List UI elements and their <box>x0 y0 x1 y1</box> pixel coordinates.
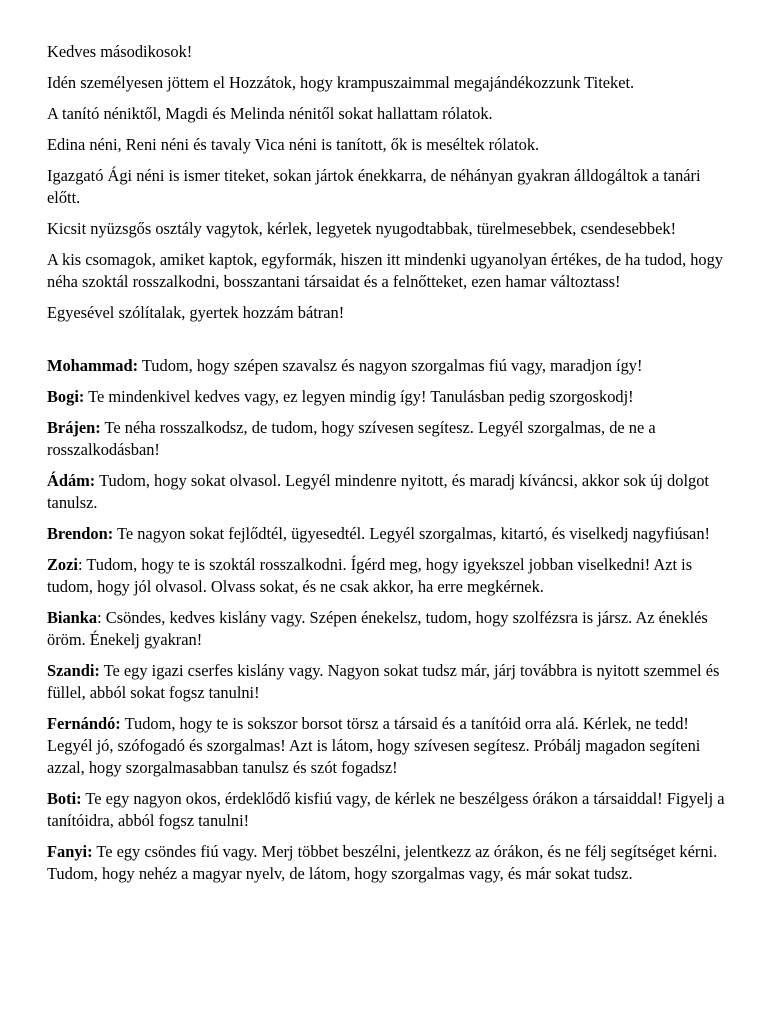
student-message: Te egy igazi cserfes kislány vagy. Nagyon sokat tudsz már, járj továbbra is nyitott szemmel és füllel, abból sokat fogsz tanulni! <box>47 661 720 702</box>
student-name: Boti: <box>47 789 82 808</box>
intro-paragraph: Kicsit nyüzsgős osztály vagytok, kérlek, legyetek nyugodtabbak, türelmesebbek, csendesebbek! <box>47 219 677 238</box>
student-message: Te néha rosszalkodsz, de tudom, hogy szívesen segítesz. Legyél szorgalmas, de ne a rosszalkodásban! <box>47 418 656 459</box>
student-paragraph <box>47 470 727 514</box>
intro-paragraph: A kis csomagok, amiket kaptok, egyformák, hiszen itt mindenki ugyanolyan értékes, de ha tudod, hogy néha szoktál rosszalkodni, bosszantani társaidat és a felnőtteket, ezen hamar változtass! <box>47 250 723 291</box>
student-name: Fernándó: <box>47 714 121 733</box>
section-spacer <box>47 333 727 355</box>
student-paragraph <box>47 417 727 461</box>
student-paragraph <box>47 523 727 545</box>
greeting: Kedves másodikosok! <box>47 42 193 61</box>
intro-paragraph: Idén személyesen jöttem el Hozzátok, hogy krampuszaimmal megajándékozzunk Titeket. <box>47 73 635 92</box>
student-paragraph <box>47 607 727 651</box>
student-paragraph <box>47 386 727 408</box>
intro-paragraph: Egyesével szólítalak, gyertek hozzám bátran! <box>47 303 345 322</box>
student-message: Te egy csöndes fiú vagy. Merj többet beszélni, jelentkezz az órákon, és ne félj segítséget kérni. Tudom, hogy nehéz a magyar nyelv, de látom, hogy szorgalmas vagy, és már sokat tudsz. <box>47 842 718 883</box>
student-name: Zozi <box>47 555 78 574</box>
student-message: Te mindenkivel kedves vagy, ez legyen mindig így! Tanulásban pedig szorgoskodj! <box>84 387 634 406</box>
intro-paragraph: Igazgató Ági néni is ismer titeket, sokan jártok énekkarra, de néhányan gyakran álldogáltok a tanári előtt. <box>47 166 701 207</box>
student-name: Brendon: <box>47 524 114 543</box>
student-name: Brájen: <box>47 418 101 437</box>
student-paragraph <box>47 355 727 377</box>
intro-paragraph: A tanító néniktől, Magdi és Melinda nénitől sokat hallattam rólatok. <box>47 104 493 123</box>
student-name: Ádám: <box>47 471 96 490</box>
student-name: Fanyi: <box>47 842 93 861</box>
student-name: Szandi: <box>47 661 100 680</box>
student-message: Tudom, hogy szépen szavalsz és nagyon szorgalmas fiú vagy, maradjon így! <box>138 356 643 375</box>
student-name: Mohammad: <box>47 356 139 375</box>
student-paragraph <box>47 713 727 779</box>
student-message: Tudom, hogy te is sokszor borsot törsz a társaid és a tanítóid orra alá. Kérlek, ne tedd! Legyél jó, szófogadó és szorgalmas! Azt is látom, hogy szívesen segítesz. Próbálj magadon segíteni azzal, hogy szorgalmasabban tanulsz és szót fogadsz! <box>47 714 701 777</box>
student-paragraph <box>47 788 727 832</box>
student-paragraph <box>47 660 727 704</box>
student-message: : Csöndes, kedves kislány vagy. Szépen énekelsz, tudom, hogy szolfézsra is jársz. Az éneklés öröm. Énekelj gyakran! <box>47 608 708 649</box>
letter-page <box>47 41 727 894</box>
student-name: Bogi: <box>47 387 85 406</box>
student-message: : Tudom, hogy te is szoktál rosszalkodni. Ígérd meg, hogy igyekszel jobban viselkedni! Azt is tudom, hogy jól olvasol. Olvass sokat, és ne csak akkor, ha erre megkérnek. <box>47 555 693 596</box>
student-paragraph <box>47 554 727 598</box>
student-name: Bianka <box>47 608 98 627</box>
student-message: Te nagyon sokat fejlődtél, ügyesedtél. Legyél szorgalmas, kitartó, és viselkedj nagyfiúsan! <box>113 524 710 543</box>
intro-paragraph: Edina néni, Reni néni és tavaly Vica néni is tanított, ők is meséltek rólatok. <box>47 135 540 154</box>
student-message: Te egy nagyon okos, érdeklődő kisfiú vagy, de kérlek ne beszélgess órákon a társaiddal! Figyelj a tanítóidra, abból fogsz tanulni! <box>47 789 725 830</box>
student-paragraph <box>47 841 727 885</box>
student-message: Tudom, hogy sokat olvasol. Legyél mindenre nyitott, és maradj kíváncsi, akkor sok új dolgot tanulsz. <box>47 471 709 512</box>
